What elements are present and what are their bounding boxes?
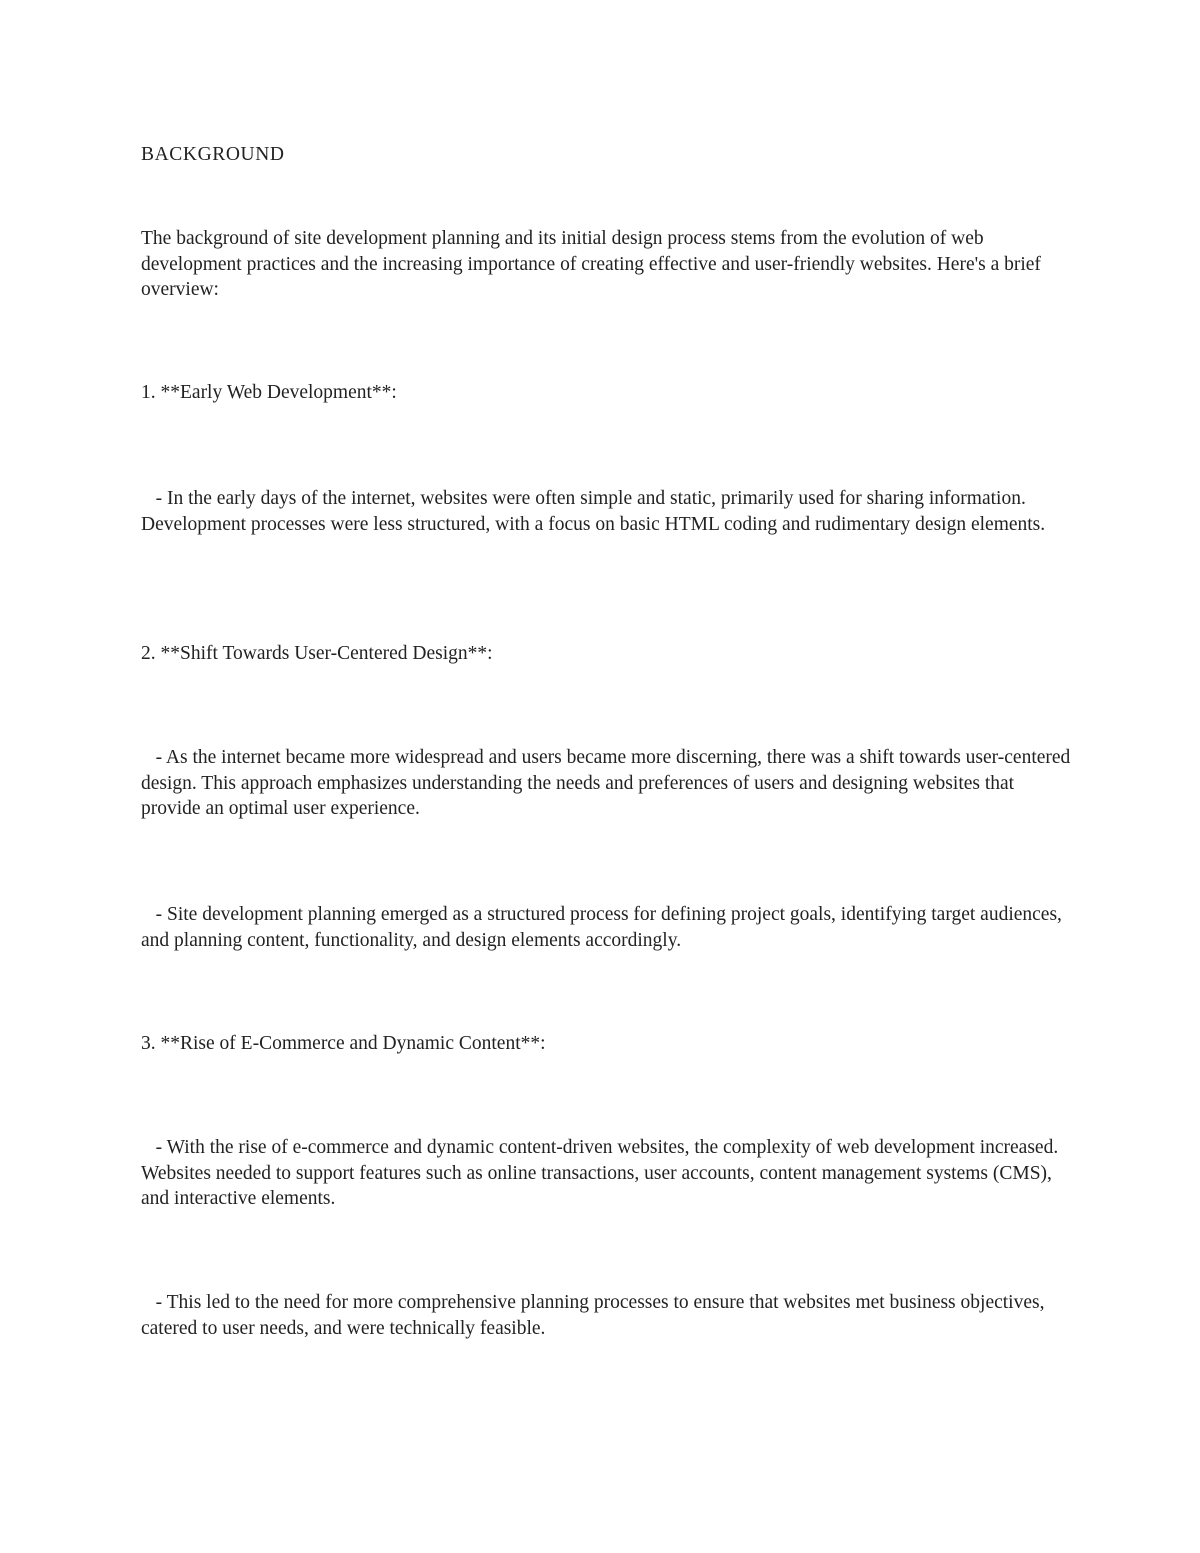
section-heading-e-commerce: 3. **Rise of E-Commerce and Dynamic Content**: bbox=[141, 1033, 546, 1054]
section-paragraph-e-commerce-2: - This led to the need for more comprehensive planning processes to ensure that websites met business objectives, catered to user needs, and were technically feasible. bbox=[141, 1292, 1050, 1339]
section-heading-early-web-development: 1. **Early Web Development**: bbox=[141, 382, 397, 403]
section-paragraph-user-centered-design-1: - As the internet became more widespread and users became more discerning, there was a shift towards user-centered design. This approach emphasizes understanding the needs and preferences of users and designing websites that provide an optimal user experience. bbox=[141, 747, 1076, 819]
section-paragraph-user-centered-design-2: - Site development planning emerged as a structured process for defining project goals, identifying target audiences, and planning content, functionality, and design elements accordingly. bbox=[141, 904, 1067, 951]
section-heading-user-centered-design: 2. **Shift Towards User-Centered Design**: bbox=[141, 643, 493, 664]
document-title: BACKGROUND bbox=[141, 144, 285, 165]
section-paragraph-e-commerce-1: - With the rise of e-commerce and dynamic content-driven websites, the complexity of web development increased. Websites needed to support features such as online transactions, user accounts, content management systems (CMS), and interactive elements. bbox=[141, 1137, 1063, 1209]
section-paragraph-early-web-development: - In the early days of the internet, websites were often simple and static, primarily used for sharing information. Development processes were less structured, with a focus on basic HTML coding and rudimentary design elements. bbox=[141, 488, 1046, 535]
intro-paragraph: The background of site development planning and its initial design process stems from the evolution of web development practices and the increasing importance of creating effective and user-friendly websites. Here's a brief overview: bbox=[141, 228, 1046, 300]
